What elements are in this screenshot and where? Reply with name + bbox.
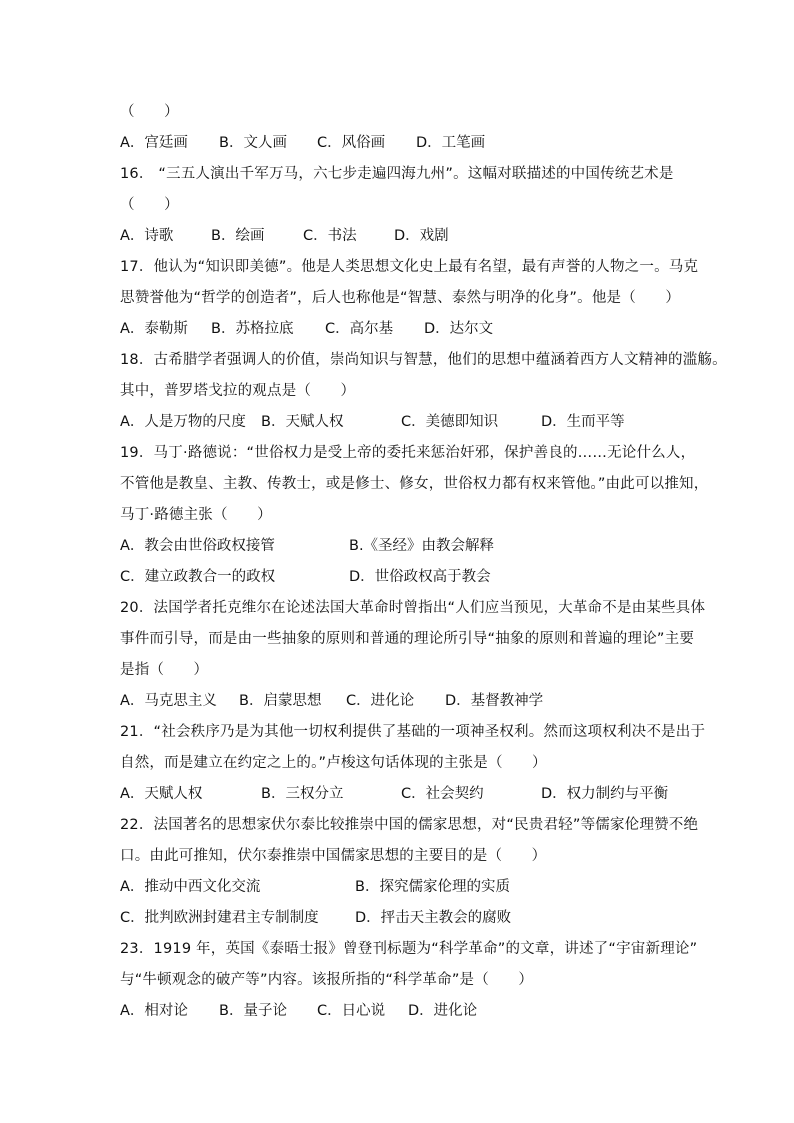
question-text-line: 20．法国学者托克维尔在论述法国大革命时曾指出“人们应当预见，大革命不是由某些具体 — [120, 600, 706, 616]
question-text-line: （ ） — [120, 104, 179, 120]
answer-option: A．泰勒斯 — [120, 321, 188, 337]
question-text-line: 17．他认为“知识即美德”。他是人类思想文化史上最有名望，最有声誉的人物之一。马克 — [120, 259, 699, 275]
answer-option: B．三权分立 — [261, 786, 344, 802]
question-text-line: （ ） — [120, 197, 179, 213]
answer-option: D．权力制约与平衡 — [541, 786, 669, 802]
question-text-line: 自然，而是建立在约定之上的。”卢梭这句话体现的主张是（ ） — [120, 755, 547, 771]
answer-option: D．达尔文 — [424, 321, 494, 337]
answer-option: C．风俗画 — [317, 135, 386, 151]
question-text-line: 马丁·路德主张（ ） — [120, 507, 272, 523]
answer-option: D．戏剧 — [394, 228, 449, 244]
answer-option: C．美德即知识 — [401, 414, 499, 430]
question-text-line: 其中，普罗塔戈拉的观点是（ ） — [120, 383, 356, 399]
question-text-line: 事件而引导，而是由一些抽象的原则和普通的理论所引导“抽象的原则和普遍的理论”主要 — [120, 631, 695, 647]
question-text-line: 18．古希腊学者强调人的价值，崇尚知识与智慧，他们的思想中蕴涵着西方人文精神的滥觞。 — [120, 352, 727, 368]
answer-option: C．书法 — [303, 228, 357, 244]
answer-option: C．社会契约 — [401, 786, 484, 802]
question-text-line: 19．马丁·路德说：“世俗权力是受上帝的委托来惩治奸邪，保护善良的……无论什么人， — [120, 445, 696, 461]
answer-option: B．绘画 — [211, 228, 265, 244]
answer-option: B．探究儒家伦理的实质 — [355, 879, 510, 895]
answer-option: B．天赋人权 — [261, 414, 344, 430]
answer-option: C．日心说 — [317, 1003, 386, 1019]
question-text-line: 与“牛顿观念的破产等”内容。该报所指的“科学革命”是（ ） — [120, 972, 534, 988]
answer-option: B．苏格拉底 — [211, 321, 294, 337]
question-text-line: 22．法国著名的思想家伏尔泰比较推崇中国的儒家思想，对“民贵君轻”等儒家伦理赞不绝 — [120, 817, 699, 833]
answer-option: B.《圣经》由教会解释 — [349, 538, 495, 554]
question-text-line: 思赞誉他为“哲学的创造者”，后人也称他是“智慧、泰然与明净的化身”。他是（ ） — [120, 290, 681, 306]
answer-option: A．教会由世俗政权接管 — [120, 538, 275, 554]
answer-option: A．天赋人权 — [120, 786, 203, 802]
answer-option: D．进化论 — [408, 1003, 478, 1019]
answer-option: C．批判欧洲封建君主专制制度 — [120, 910, 319, 926]
answer-option: A．相对论 — [120, 1003, 188, 1019]
answer-option: A．诗歌 — [120, 228, 174, 244]
answer-option: A．宫廷画 — [120, 135, 188, 151]
question-text-line: 16． “三五人演出千军万马，六七步走遍四海九州”。这幅对联描述的中国传统艺术是 — [120, 166, 674, 182]
question-text-line: 21．“社会秩序乃是为其他一切权利提供了基础的一项神圣权利。然而这项权利决不是出于 — [120, 724, 706, 740]
answer-option: A．推动中西文化交流 — [120, 879, 261, 895]
answer-option: D．世俗政权高于教会 — [349, 569, 491, 585]
answer-option: D．工笔画 — [416, 135, 486, 151]
answer-option: C．建立政教合一的政权 — [120, 569, 276, 585]
answer-option: C．进化论 — [346, 693, 415, 709]
answer-option: A．马克思主义 — [120, 693, 217, 709]
answer-option: C．高尔基 — [325, 321, 394, 337]
answer-option: D．抨击天主教会的腐败 — [355, 910, 512, 926]
question-text-line: 是指（ ） — [120, 662, 209, 678]
answer-option: A．人是万物的尺度 — [120, 414, 246, 430]
answer-option: B．启蒙思想 — [239, 693, 322, 709]
question-text-line: 口。由此可推知，伏尔泰推崇中国儒家思想的主要目的是（ ） — [120, 848, 547, 864]
question-text-line: 不管他是教皇、主教、传教士，或是修士、修女，世俗权力都有权来管他。”由此可以推知， — [120, 476, 709, 492]
answer-option: D．基督教神学 — [445, 693, 544, 709]
answer-option: D．生而平等 — [541, 414, 625, 430]
answer-option: B．量子论 — [219, 1003, 287, 1019]
question-text-line: 23．1919 年，英国《泰晤士报》曾登刊标题为“科学革命”的文章，讲述了“宇宙新理论” — [120, 941, 698, 957]
answer-option: B．文人画 — [219, 135, 287, 151]
